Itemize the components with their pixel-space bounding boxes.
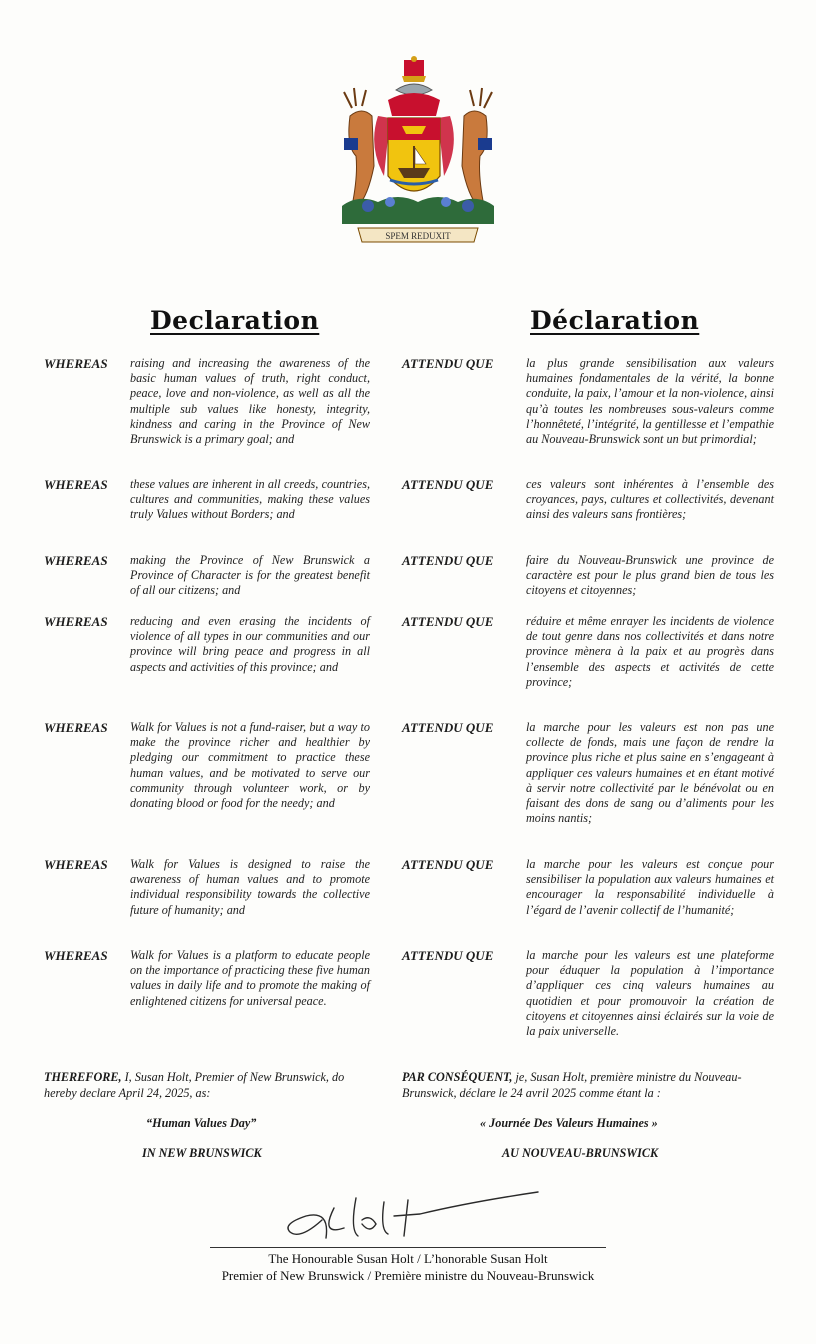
therefore-text-en: I, Susan Holt, Premier of New Brunswick, do hereby declare April 24, 2025, as: [44,1070,345,1100]
heading-french: Déclaration [530,306,700,335]
whereas-label: WHEREAS [44,477,108,492]
therefore-french [402,1069,778,1101]
clause-en-7: Walk for Values is a platform to educate people on the importance of practicing these five human values in daily life and to promote the making of enlightened citizens for universal peace. [130,948,370,1008]
therefore-lead-en: THEREFORE, [44,1070,122,1084]
day-name-fr: « Journée Des Valeurs Humaines » [480,1116,658,1130]
clause-en-5: Walk for Values is not a fund-raiser, but a way to make the province richer and healthier by pledging our commitment to practice these human values, and be motivated to serve our community through volunteer work, or by donating blood or food for the needy; and [130,720,370,811]
clause-fr-6: la marche pour les valeurs est conçue pour sensibiliser la population aux valeurs humaines et encourager la responsabilité individuelle à l’égard de l’avenir collectif de l’humanité; [526,857,774,917]
whereas-label: WHEREAS [44,857,108,872]
attendu-que-label: ATTENDU QUE [402,948,494,963]
whereas-label: WHEREAS [44,614,108,629]
whereas-label: WHEREAS [44,948,108,963]
therefore-text-fr: je, Susan Holt, première ministre du Nouveau-Brunswick, déclare le 24 avril 2025 comme étant la : [402,1070,742,1100]
location-fr: AU NOUVEAU-BRUNSWICK [502,1146,659,1160]
attendu-que-label: ATTENDU QUE [402,477,494,492]
attendu-que-label: ATTENDU QUE [402,553,494,568]
crest-motto: SPEM REDUXIT [385,231,451,241]
attendu-que-label: ATTENDU QUE [402,857,494,872]
location-en: IN NEW BRUNSWICK [142,1146,262,1160]
signatory-name: The Honourable Susan Holt / L’honorable Susan Holt [268,1251,548,1266]
clause-fr-3: faire du Nouveau-Brunswick une province de caractère est pour le plus grand bien de tous les citoyens et citoyennes; [526,553,774,598]
day-name-en: “Human Values Day” [146,1116,257,1130]
clause-en-6: Walk for Values is designed to raise the awareness of human values and to promote individual responsibility towards the collective future of humanity; and [130,857,370,917]
whereas-label: WHEREAS [44,720,108,735]
clause-en-4: reducing and even erasing the incidents of violence of all types in our communities and our province will bring peace and progress in all aspects and activities of this province; and [130,614,370,674]
clause-fr-4: réduire et même enrayer les incidents de violence de tout genre dans nos collectivités et dans notre province mènera à la paix et au progrès dans l’ensemble des aspects et activités de cette province; [526,614,774,689]
clause-fr-5: la marche pour les valeurs est non pas une collecte de fonds, mais une façon de rendre la province plus riche et plus saine en s’engageant à appliquer ces valeurs humaines et en étant motivé à servir notre collectivité par le bénévolat ou en faisant des dons de sang ou d’aliments pour les moins nantis; [526,720,774,826]
coat-of-arms-icon [328,56,508,252]
signature-line [210,1247,606,1248]
heading-english: Declaration [150,306,320,335]
clause-fr-7: la marche pour les valeurs est une plateforme pour éduquer la population à l’importance d’appliquer ces cinq valeurs humaines au quotidien et pour promouvoir la création de citoyens et citoyennes ainsi éclairés sur la voie de la paix universelle. [526,948,774,1039]
clause-fr-1: la plus grande sensibilisation aux valeurs humaines fondamentales de la vérité, la bonne conduite, la paix, l’amour et la non-violence, ainsi qu’à toutes les nombreuses sous-valeurs comme l’honnêteté, l’intégrité, la gentillesse et l’empathie au Nouveau-Brunswick sont un but primordial; [526,356,774,447]
attendu-que-label: ATTENDU QUE [402,720,494,735]
whereas-label: WHEREAS [44,356,108,371]
attendu-que-label: ATTENDU QUE [402,356,494,371]
signature-icon [270,1180,550,1250]
signatory-title: Premier of New Brunswick / Première ministre du Nouveau-Brunswick [221,1268,595,1283]
therefore-english [44,1069,376,1101]
clause-en-1: raising and increasing the awareness of the basic human values of truth, right conduct, peace, love and non-violence, as well as all the multiple sub values like honesty, integrity, kindness and caring in the Province of New Brunswick is a primary goal; and [130,356,370,447]
attendu-que-label: ATTENDU QUE [402,614,494,629]
clause-en-2: these values are inherent in all creeds, countries, cultures and communities, making these values truly Values without Borders; and [130,477,370,522]
whereas-label: WHEREAS [44,553,108,568]
clause-en-3: making the Province of New Brunswick a Province of Character is for the greatest benefit of all our citizens; and [130,553,370,598]
therefore-lead-fr: PAR CONSÉQUENT, [402,1070,513,1084]
clause-fr-2: ces valeurs sont inhérentes à l’ensemble des croyances, pays, cultures et collectivités, devenant ainsi des valeurs sans frontières; [526,477,774,522]
